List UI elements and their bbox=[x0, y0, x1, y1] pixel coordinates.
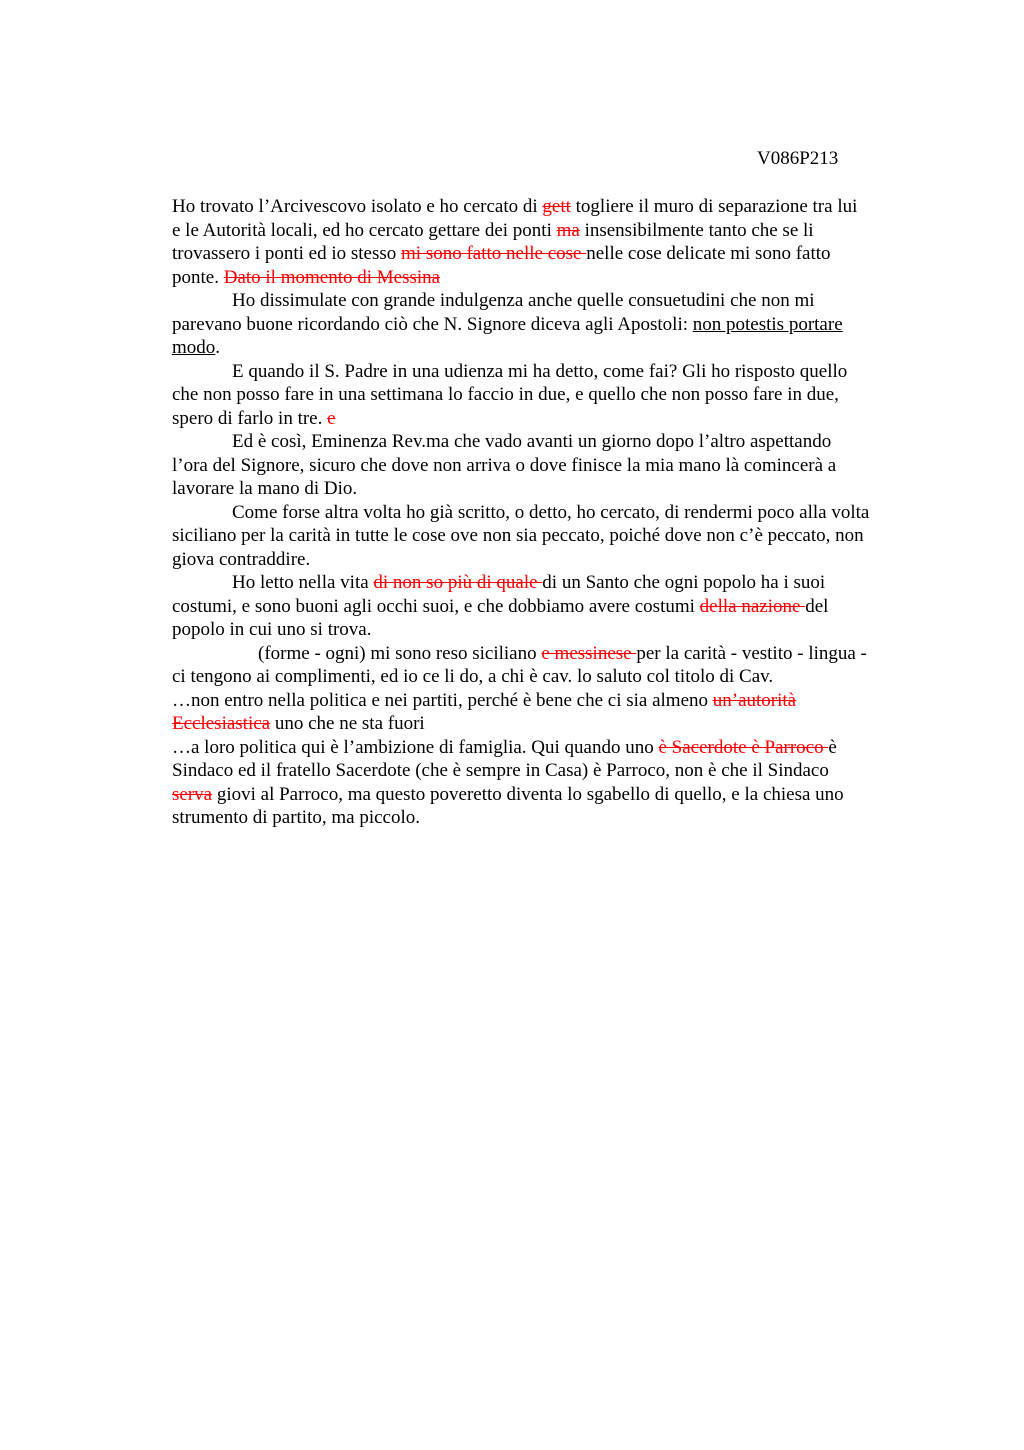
text-segment: spero di farlo in tre. bbox=[172, 407, 328, 429]
deleted-text: Dato il momento di Messina bbox=[223, 266, 441, 288]
text-segment: Sindaco ed il fratello Sacerdote (che è sempre in Casa) è Parroco, non è che il Sindaco bbox=[172, 760, 829, 781]
text-segment: E quando il S. Padre in una udienza mi ha detto, come fai? Gli ho risposto quello bbox=[232, 360, 848, 382]
text-segment: di un Santo che ogni popolo ha i suoi bbox=[542, 572, 826, 593]
text-segment: giova contraddire. bbox=[172, 548, 311, 570]
text-segment: insensibilmente tanto che se li bbox=[579, 219, 814, 241]
letter-body bbox=[172, 195, 932, 830]
deleted-text: ma bbox=[556, 219, 580, 241]
deleted-text: gett bbox=[542, 196, 571, 217]
text-line bbox=[172, 736, 932, 760]
text-line bbox=[172, 266, 932, 290]
text-segment: strumento di partito, ma piccolo. bbox=[172, 807, 421, 828]
text-segment: Come forse altra volta ho già scritto, o detto, ho cercato, di rendermi poco alla volta bbox=[232, 501, 870, 523]
text-segment: costumi, e sono buoni agli occhi suoi, e che dobbiamo avere costumi bbox=[172, 595, 700, 617]
text-line bbox=[172, 407, 932, 431]
text-line bbox=[172, 783, 932, 807]
text-line bbox=[172, 195, 932, 219]
text-segment: e le Autorità locali, ed ho cercato gettare dei ponti bbox=[172, 219, 557, 241]
text-segment: per la carità - vestito - lingua - bbox=[636, 642, 867, 664]
text-segment: uno che ne sta fuori bbox=[270, 713, 425, 734]
text-line bbox=[172, 642, 932, 666]
text-line bbox=[172, 759, 932, 783]
text-segment: che non posso fare in una settimana lo faccio in due, e quello che non posso fare in due, bbox=[172, 384, 839, 405]
text-segment: Ho letto nella vita bbox=[232, 572, 374, 593]
text-segment: siciliano per la carità in tutte le cose ove non sia peccato, poiché dove non c’è peccato, non bbox=[172, 525, 864, 546]
text-segment: l’ora del Signore, sicuro che dove non arriva o dove finisce la mia mano là comincerà a bbox=[172, 454, 837, 476]
deleted-text: e bbox=[327, 407, 336, 429]
text-line bbox=[172, 665, 932, 689]
text-segment: Ho trovato l’Arcivescovo isolato e ho cercato di bbox=[172, 196, 543, 217]
text-segment: popolo in cui uno si trova. bbox=[172, 619, 372, 640]
text-segment: lavorare la mano di Dio. bbox=[172, 478, 358, 499]
text-line bbox=[172, 219, 932, 243]
deleted-text: e messinese bbox=[541, 642, 637, 664]
text-line bbox=[172, 806, 932, 830]
text-line bbox=[172, 383, 932, 407]
text-line bbox=[172, 454, 932, 478]
text-segment: Ho dissimulate con grande indulgenza anche quelle consuetudini che non mi bbox=[232, 290, 815, 311]
text-segment: togliere il muro di separazione tra lui bbox=[570, 196, 858, 217]
text-line bbox=[172, 430, 932, 454]
deleted-text: della nazione bbox=[699, 595, 806, 617]
text-line bbox=[172, 689, 932, 713]
text-line bbox=[172, 313, 932, 337]
deleted-text: un’autorità bbox=[712, 689, 797, 711]
text-segment: ci tengono ai complimenti, ed io ce li do, a chi è cav. lo saluto col titolo di Cav. bbox=[172, 666, 774, 687]
text-line bbox=[172, 618, 932, 642]
text-line bbox=[172, 548, 932, 572]
text-segment: trovassero i ponti ed io stesso bbox=[172, 243, 402, 264]
text-segment: (forme - ogni) mi sono reso siciliano bbox=[258, 642, 542, 664]
text-segment: …a loro politica qui è l’ambizione di famiglia. Qui quando uno bbox=[172, 736, 659, 758]
text-line bbox=[172, 242, 932, 266]
text-line bbox=[172, 524, 932, 548]
text-line bbox=[172, 595, 932, 619]
text-line bbox=[172, 712, 932, 736]
text-segment: parevano buone ricordando ciò che N. Signore diceva agli Apostoli: bbox=[172, 313, 693, 335]
deleted-text: è Sacerdote è Parroco bbox=[658, 736, 829, 758]
deleted-text: serva bbox=[172, 783, 213, 805]
page-identifier: V086P213 bbox=[757, 148, 839, 169]
text-segment: nelle cose delicate mi sono fatto bbox=[586, 243, 831, 264]
text-line bbox=[172, 501, 932, 525]
text-line bbox=[172, 289, 932, 313]
text-segment: giovi al Parroco, ma questo poveretto diventa lo sgabello di quello, e la chiesa uno bbox=[212, 783, 844, 805]
text-segment: …non entro nella politica e nei partiti, perché è bene che ci sia almeno bbox=[172, 689, 713, 711]
text-line bbox=[172, 360, 932, 384]
text-line bbox=[172, 336, 932, 360]
text-segment: ponte. bbox=[172, 266, 224, 288]
text-segment: del bbox=[805, 595, 829, 617]
deleted-text: mi sono fatto nelle cose bbox=[401, 243, 587, 264]
text-line bbox=[172, 571, 932, 595]
text-segment: Ed è così, Eminenza Rev.ma che vado avanti un giorno dopo l’altro aspettando bbox=[232, 431, 832, 452]
text-segment: è bbox=[828, 736, 837, 758]
underlined-text: non potestis portare bbox=[692, 313, 843, 335]
text-segment: . bbox=[215, 337, 221, 358]
underlined-text: modo bbox=[172, 337, 216, 358]
deleted-text: di non so più di quale bbox=[373, 572, 543, 593]
text-line bbox=[172, 477, 932, 501]
deleted-text: Ecclesiastica bbox=[172, 713, 271, 734]
